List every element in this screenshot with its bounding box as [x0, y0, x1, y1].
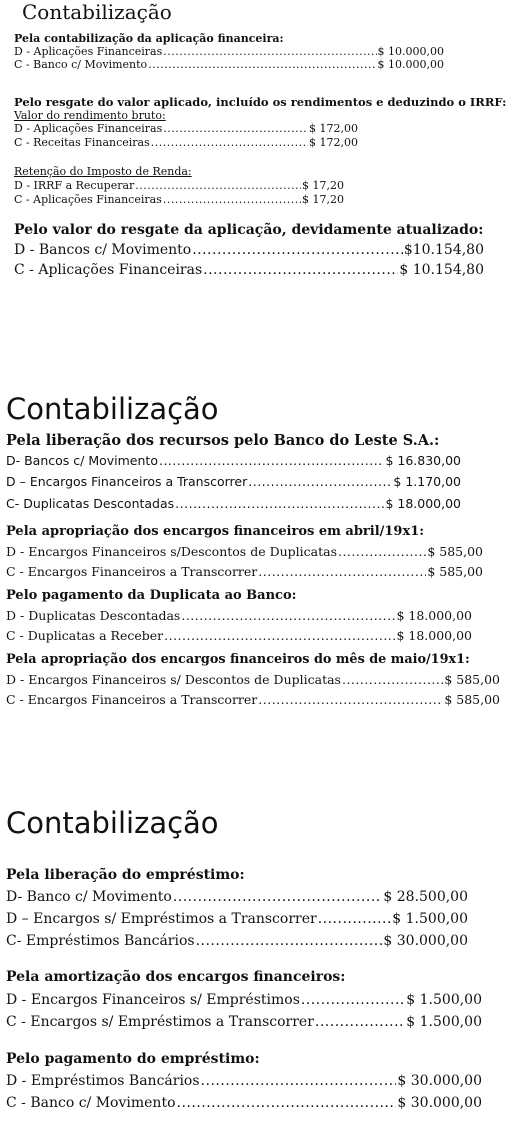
entry-value: $ 172,00 — [309, 122, 358, 135]
entry-label: D - Aplicações Financeiras — [14, 45, 163, 58]
section-1-subheading-retencao: Retenção do Imposto de Renda: — [14, 165, 192, 178]
section-1-subheading-rendimento: Valor do rendimento bruto: — [14, 109, 166, 122]
entry-row — [6, 672, 500, 687]
entry-label: D - Encargos Financeiros s/ Empréstimos — [6, 992, 300, 1008]
entry-row — [14, 242, 484, 258]
entry-label: C - Receitas Financeiras — [14, 136, 150, 149]
section-3-heading-amortizacao: Pela amortização dos encargos financeiros: — [6, 969, 346, 985]
entry-value: $10.154,80 — [403, 242, 484, 258]
section-3-heading-pagamento: Pelo pagamento do empréstimo: — [6, 1051, 260, 1067]
entry-label: D – Encargos s/ Empréstimos a Transcorrer — [6, 911, 317, 927]
entry-value: $ 1.170,00 — [393, 474, 461, 489]
entry-label: C - Encargos Financeiros a Transcorrer — [6, 692, 258, 707]
section-2-heading-abril: Pela apropriação dos encargos financeiros em abril/19x1: — [6, 524, 425, 539]
entry-row — [6, 1073, 482, 1089]
entry-value: $ 18.000,00 — [396, 608, 472, 623]
entry-value: $ 10.000,00 — [377, 45, 444, 58]
entry-value: $ 17,20 — [302, 179, 344, 192]
entry-label: C - Encargos Financeiros a Transcorrer — [6, 564, 258, 579]
section-1-heading-valor-resgate: Pelo valor do resgate da aplicação, devidamente atualizado: — [14, 222, 484, 238]
entry-row — [6, 1095, 482, 1111]
entry-value: $ 10.000,00 — [377, 58, 444, 71]
entry-row — [6, 889, 468, 905]
entry-value: $ 585,00 — [427, 544, 483, 559]
entry-row — [6, 1014, 482, 1030]
entry-value: $ 30.000,00 — [383, 933, 468, 949]
entry-row — [6, 564, 483, 579]
entry-row — [6, 544, 483, 559]
entry-value: $ 585,00 — [427, 564, 483, 579]
section-2-title: Contabilização — [6, 392, 219, 426]
entry-row — [6, 628, 472, 643]
entry-row — [14, 262, 484, 278]
entry-label: D- Banco c/ Movimento — [6, 889, 172, 905]
entry-label: C- Duplicatas Descontadas — [6, 496, 175, 511]
entry-value: $ 172,00 — [309, 136, 358, 149]
entry-value: $ 1.500,00 — [406, 1014, 482, 1030]
section-1-heading-resgate: Pelo resgate do valor aplicado, incluído os rendimentos e deduzindo o IRRF: — [14, 95, 507, 109]
entry-value: $ 1.500,00 — [392, 911, 468, 927]
entry-value: $ 585,00 — [444, 692, 500, 707]
entry-label: C - Duplicatas a Receber — [6, 628, 164, 643]
section-3-title: Contabilização — [6, 806, 219, 840]
entry-label: D- Bancos c/ Movimento — [6, 453, 158, 468]
entry-row — [6, 496, 461, 511]
entry-value: $ 10.154,80 — [399, 262, 484, 278]
entry-label: D - Aplicações Financeiras — [14, 122, 163, 135]
entry-value: $ 30.000,00 — [397, 1095, 482, 1111]
entry-label: C - Aplicações Financeiras — [14, 193, 162, 206]
section-3-heading-liberacao: Pela liberação do empréstimo: — [6, 867, 245, 883]
entry-row — [6, 692, 500, 707]
entry-value: $ 28.500,00 — [383, 889, 468, 905]
entry-row — [14, 45, 444, 58]
entry-value: $ 18.000,00 — [385, 496, 461, 511]
entry-row — [14, 58, 444, 71]
entry-row — [14, 122, 358, 135]
entry-label: C - Banco c/ Movimento — [14, 58, 148, 71]
section-2-heading-liberacao: Pela liberação dos recursos pelo Banco do Leste S.A.: — [6, 432, 440, 449]
entry-label: D – Encargos Financeiros a Transcorrer — [6, 474, 248, 489]
entry-row — [6, 453, 461, 468]
entry-value: $ 1.500,00 — [406, 992, 482, 1008]
entry-label: C - Encargos s/ Empréstimos a Transcorrer — [6, 1014, 314, 1030]
entry-value: $ 18.000,00 — [396, 628, 472, 643]
entry-label: C- Empréstimos Bancários — [6, 933, 195, 949]
entry-row — [6, 992, 482, 1008]
entry-label: D - Bancos c/ Movimento — [14, 242, 192, 258]
entry-value: $ 16.830,00 — [385, 453, 461, 468]
entry-label: D - Encargos Financeiros s/Descontos de Duplicatas — [6, 544, 337, 559]
entry-row — [6, 474, 461, 489]
entry-label: D - Empréstimos Bancários — [6, 1073, 200, 1089]
entry-label: D - Duplicatas Descontadas — [6, 608, 181, 623]
entry-value: $ 30.000,00 — [397, 1073, 482, 1089]
entry-value: $ 17,20 — [302, 193, 344, 206]
entry-row — [14, 193, 344, 206]
entry-label: C - Banco c/ Movimento — [6, 1095, 176, 1111]
entry-row — [6, 911, 468, 927]
section-2-heading-pagamento: Pelo pagamento da Duplicata ao Banco: — [6, 588, 297, 603]
entry-value: $ 585,00 — [444, 672, 500, 687]
entry-label: C - Aplicações Financeiras — [14, 262, 203, 278]
entry-row — [6, 608, 472, 623]
entry-label: D - Encargos Financeiros s/ Descontos de Duplicatas — [6, 672, 341, 687]
entry-row — [14, 179, 344, 192]
section-1-title: Contabilização — [22, 0, 172, 24]
section-2-heading-maio: Pela apropriação dos encargos financeiros do mês de maio/19x1: — [6, 652, 470, 667]
entry-label: D - IRRF a Recuperar — [14, 179, 135, 192]
section-1-heading-aplicacao: Pela contabilização da aplicação financeira: — [14, 32, 284, 45]
entry-row — [14, 136, 358, 149]
entry-row — [6, 933, 468, 949]
